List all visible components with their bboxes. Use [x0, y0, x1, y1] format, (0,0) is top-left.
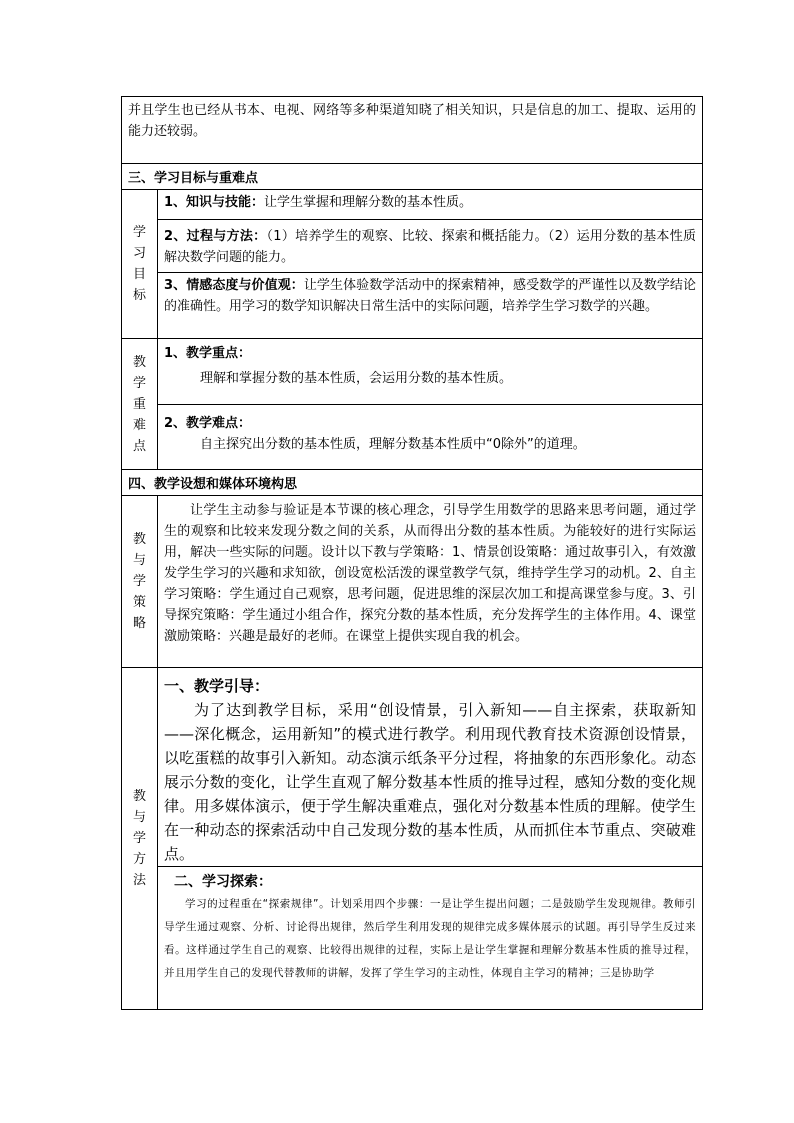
goal2-head: 2、过程与方法： — [164, 229, 267, 244]
intro-cell — [122, 97, 703, 164]
goal1-cell — [158, 190, 703, 220]
goal3-body: 让学生体验数学活动中的探索精神，感受数学的严谨性以及数学结论的准确性。用学习的数学知识解决日常生活中的实际问题，培养学生学习数学的兴趣。 — [164, 278, 697, 314]
goal3-cell — [158, 273, 703, 339]
goal3-head: 3、情感态度与价值观： — [164, 278, 304, 293]
difficulty-cell — [158, 405, 703, 470]
goals-label: 学 习 目 标 — [122, 190, 158, 339]
difficulty-body: 自主探究出分数的基本性质，理解分数基本性质中“0除外”的道理。 — [200, 437, 586, 452]
keypoint-body: 理解和掌握分数的基本性质，会运用分数的基本性质。 — [200, 371, 513, 386]
method1-body: 为了达到教学目标，采用“创设情景，引入新知——自主探索，获取新知——深化概念，运用新知”的模式进行教学。利用现代教育技术资源创设情景，以吃蛋糕的故事引入新知。动态演示纸条平分过程，将抽象的东西形象化。动态展示分数的变化，让学生直观了解分数基本性质的推导过程，感知分数的变化规律。用多媒体演示，便于学生解决重难点，强化对分数基本性质的理解。使学生在一种动态的探索活动中自己发现分数的基本性质，从而抓住本节重点、突破难点。 — [164, 701, 697, 863]
section3-header — [122, 164, 703, 190]
method1-cell — [158, 668, 703, 867]
keypoints-label: 教 学 重 难 点 — [122, 339, 158, 470]
section4-header — [122, 470, 703, 496]
method2-body: 学习的过程重在“探索规律”。计划采用四个步骤：一是让学生提出问题；二是鼓励学生发现规律。教师引导学生通过观察、分析、讨论得出规律，然后学生利用发现的规律完成多媒体展示的试题。再引导学生反过来看。这样通过学生自己的观察、比较得出规律的过程，实际上是让学生掌握和理解分数基本性质的推导过程，并且用学生自己的发现代替教师的讲解，发挥了学生学习的主动性，体现自主学习的精神；三是协助学 — [164, 898, 697, 979]
strategy-body: 让学生主动参与验证是本节课的核心理念，引导学生用数学的思路来思考问题，通过学生的观察和比较来发现分数之间的关系，从而得出分数的基本性质。为能较好的进行实际运用，解决一些实际的问题。设计以下教与学策略：1、情景创设策略：通过故事引入，有效激发学生学习的兴趣和求知欲，创设宽松活泼的课堂教学气氛，维持学生学习的动机。2、自主学习策略：学生通过自己观察，思考问题，促进思维的深层次加工和提高课堂参与度。3、引导探究策略：学生通过小组合作，探究分数的基本性质，充分发挥学生的主体作用。4、课堂激励策略：兴趣是最好的老师。在课堂上提供实现自我的机会。 — [164, 503, 697, 644]
strategy-cell — [158, 496, 703, 668]
keypoint-cell — [158, 339, 703, 405]
method-label: 教 与 学 方 法 — [122, 668, 158, 1010]
goal2-body: （1）培养学生的观察、比较、探索和概括能力。（2）运用分数的基本性质解决数学问题的能力。 — [164, 229, 697, 265]
method2-cell — [158, 867, 703, 1010]
method1-head: 一、教学引导： — [164, 677, 270, 695]
method2-head: 二、学习探索： — [174, 874, 272, 890]
difficulty-head: 2、教学难点： — [164, 416, 252, 431]
goal2-cell — [158, 220, 703, 273]
lesson-plan-table — [121, 96, 703, 1010]
goal1-body: 让学生掌握和理解分数的基本性质。 — [264, 195, 473, 210]
intro-text: 并且学生也已经从书本、电视、网络等多种渠道知晓了相关知识，只是信息的加工、提取、运用的能力还较弱。 — [128, 103, 697, 139]
section4-title: 四、教学设想和媒体环境构思 — [128, 477, 298, 492]
goal1-head: 1、知识与技能： — [164, 195, 265, 210]
section3-title: 三、学习目标与重难点 — [128, 171, 259, 186]
keypoint-head: 1、教学重点： — [164, 346, 252, 361]
strategy-label: 教 与 学 策 略 — [122, 496, 158, 668]
